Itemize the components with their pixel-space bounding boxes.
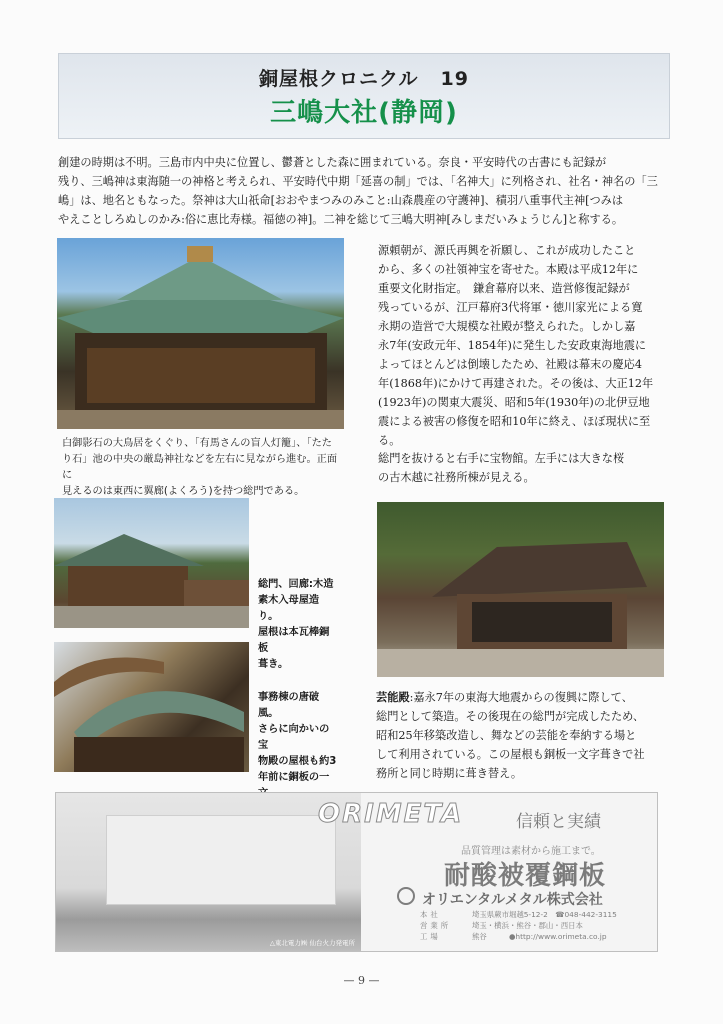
caption-line: さらに向かいの宝 xyxy=(258,724,330,751)
body-line: から、多くの社領神宝を寄せた。本殿は平成12年に xyxy=(378,263,639,276)
caption-line: 年前に銅板の一 xyxy=(258,772,330,783)
intro-paragraph xyxy=(58,153,670,229)
company-name: オリエンタルメタル株式会社 xyxy=(422,892,603,908)
page-number: — 9 — xyxy=(343,974,380,987)
stage-paragraph xyxy=(376,688,666,783)
address-value: 埼玉県蕨市堀越5-12-2 ☎048-442-3115 xyxy=(472,910,617,919)
body-line: の古木越に社務所棟が見える。 xyxy=(378,471,535,484)
series-title xyxy=(59,64,669,91)
intro-line: 残り、三嶋神は東海随一の神格と考えられ、平安時代中期「延喜の制」では、「名神大」に列格され、社名・神名の「三 xyxy=(58,175,658,188)
power-plant-photo xyxy=(56,793,361,951)
caption-line: 総門、回廊:木造 xyxy=(258,579,334,590)
caption-line: 見えるのは東西に翼廊(よくろう)を持つ総門である。 xyxy=(62,486,305,497)
article-header xyxy=(58,53,670,139)
gate-corridor-photo xyxy=(54,498,249,628)
address-key: 工場 xyxy=(420,932,441,941)
address-value: 熊谷 ●http://www.orimeta.co.jp xyxy=(472,932,607,941)
caption-line: 物殿の屋根も約3 xyxy=(258,756,337,767)
intro-line: 創建の時期は不明。三島市内中央に位置し、鬱蒼とした森に囲まれている。奈良・平安時代の古書にも記録が xyxy=(58,156,607,169)
ad-subline: 品質管理は素材から施工まで。 xyxy=(461,846,601,857)
body-line: 務所と同じ時期に葺き替え。 xyxy=(376,767,523,780)
building-shape xyxy=(106,815,336,905)
body-line: る。 xyxy=(378,434,401,447)
body-line: 残っているが、江戸幕府3代将軍・徳川家光による寛 xyxy=(378,301,643,314)
body-line: 総門を抜けると右手に宝物館。左手には大きな桜 xyxy=(378,452,625,465)
caption-line: 白御影石の大鳥居をくぐり、「有馬さんの盲人灯籠」、「たた xyxy=(62,438,332,449)
address-row xyxy=(420,909,660,920)
intro-line: 嶋」は、地名ともなった。祭神は大山祇命[おおやまつみのみこと:山森農産の守護神]、積羽八重事代主神[つみは xyxy=(58,194,624,207)
stage-illustration xyxy=(377,502,664,677)
product-name: 耐酸被覆鋼板 xyxy=(444,861,607,891)
ad-tagline: 信頼と実績 xyxy=(516,812,601,832)
advertisement xyxy=(55,792,658,952)
caption-line: り石」池の中央の厳島神社などを左右に見ながら進む。正面に xyxy=(62,454,338,481)
shrine-illustration xyxy=(57,238,344,429)
performance-hall-photo xyxy=(377,502,664,677)
history-paragraph xyxy=(378,241,665,450)
main-photo-caption xyxy=(62,436,347,500)
body-line: 永7年(安政元年、1854年)に発生した安政東海地震に xyxy=(378,339,647,352)
body-line: 昭和25年移築改造し、舞などの芸能を奉納する場と xyxy=(376,729,637,742)
office-illustration xyxy=(54,642,249,772)
body-line: 総門として築造。その後現在の総門が完成したため、 xyxy=(376,710,645,723)
gate-photo-caption xyxy=(258,577,338,673)
stage-label: 芸能殿 xyxy=(376,691,410,704)
company-logo: ORIMETA xyxy=(318,799,464,829)
treasury-paragraph xyxy=(378,449,665,487)
body-line: :嘉永7年の東海大地震からの復興に際して、 xyxy=(409,691,633,704)
caption-line: 葺き。 xyxy=(258,659,289,670)
issue-number: 19 xyxy=(440,68,469,90)
gate-illustration xyxy=(54,498,249,628)
intro-line: やえことしろぬしのかみ:俗に恵比寿様。福徳の神]。二神を総じて三嶋大明神[みしまだいみょうじん]と称する。 xyxy=(58,213,624,226)
body-line: して利用されている。この屋根も銅板一文字葺きで社 xyxy=(376,748,645,761)
company-emblem-icon xyxy=(397,887,415,905)
body-line: 重要文化財指定。 鎌倉幕府以来、造営修復記録が xyxy=(378,282,630,295)
caption-line: 屋根は本瓦棒銅板 xyxy=(258,627,330,654)
caption-line: 事務棟の唐破風。 xyxy=(258,692,320,719)
address-row xyxy=(420,931,660,942)
article-title: 三嶋大社(静岡) xyxy=(270,98,458,128)
body-line: 源頼朝が、源氏再興を祈願し、これが成功したこと xyxy=(378,244,636,257)
body-line: 震による被害の修復を昭和10年に終え、ほぼ現状に至 xyxy=(378,415,651,428)
series-name: 銅屋根クロニクル xyxy=(259,68,419,90)
office-gable-photo xyxy=(54,642,249,772)
body-line: 永期の造営で大規模な社殿が整えられた。しかし嘉 xyxy=(378,320,636,333)
address-row xyxy=(420,920,660,931)
body-line: 年(1868年)にかけて再建された。その後は、大正12年 xyxy=(378,377,654,390)
company-addresses xyxy=(420,909,660,942)
ad-photo-caption: △東北電力㈱ 仙台火力発電所 xyxy=(269,939,355,947)
main-gate-photo xyxy=(57,238,344,429)
address-key: 本社 xyxy=(420,910,441,919)
body-line: (1923年)の関東大震災、昭和5年(1930年)の北伊豆地 xyxy=(378,396,650,409)
caption-line: 素木入母屋造り。 xyxy=(258,595,320,622)
address-key: 営業所 xyxy=(420,921,452,930)
body-line: よってほとんどは倒壊したため、社殿は幕末の慶応4 xyxy=(378,358,642,371)
address-value: 埼玉・横浜・熊谷・郡山・西日本 xyxy=(472,921,583,930)
